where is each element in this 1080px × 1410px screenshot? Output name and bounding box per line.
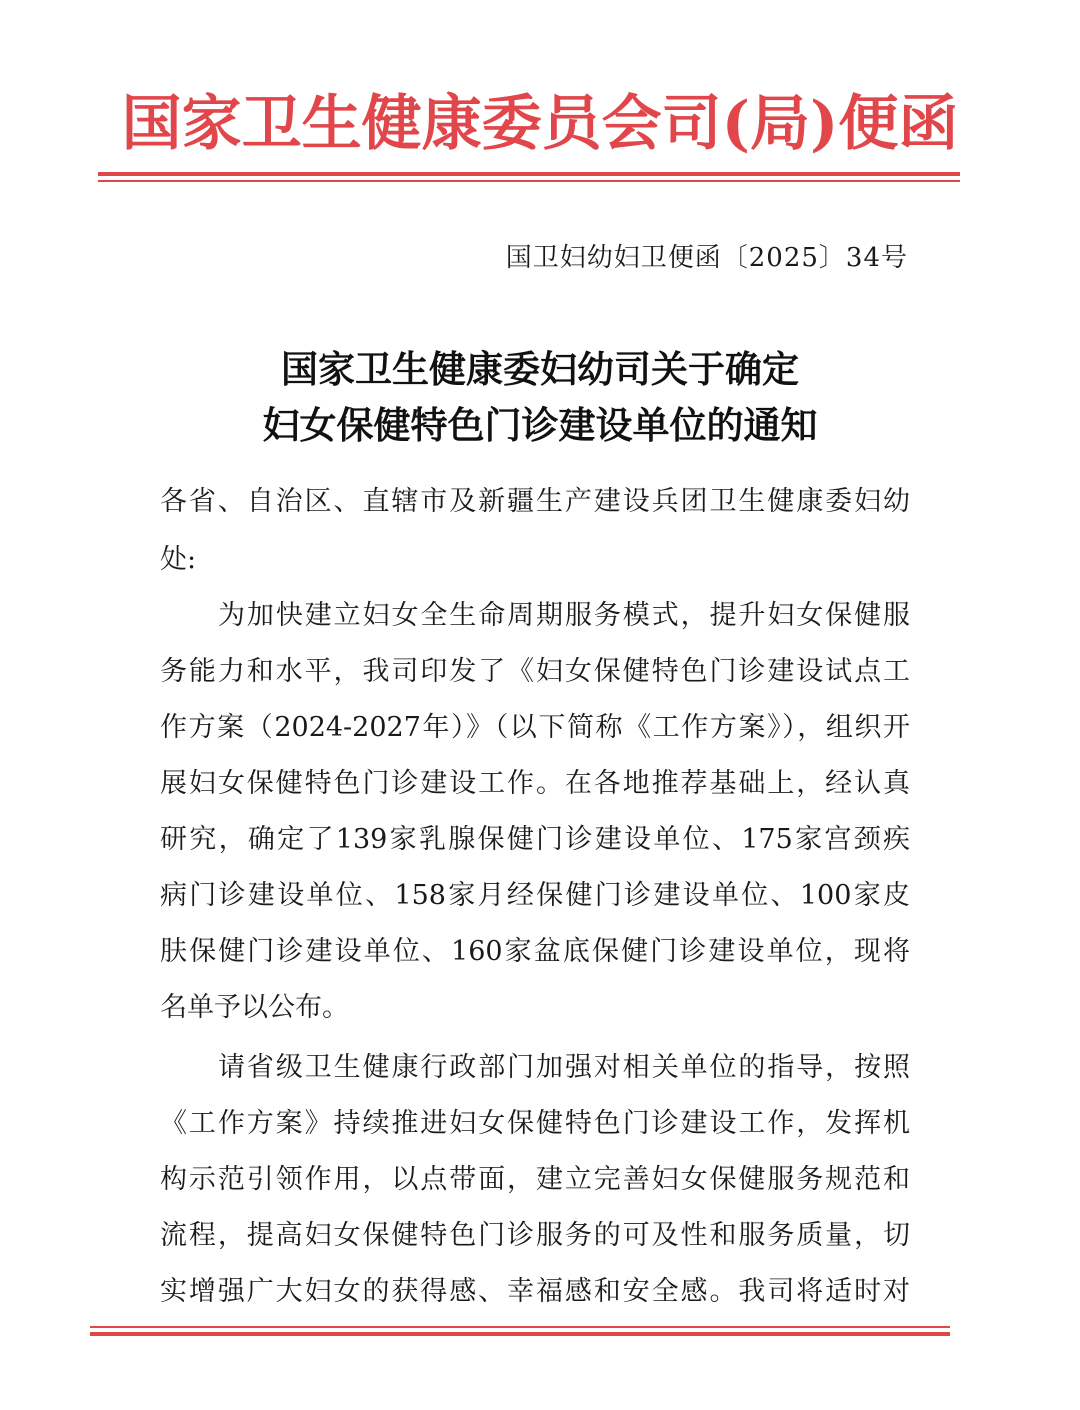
paragraph2-line: 流程，提高妇女保健特色门诊服务的可及性和服务质量，切 [160,1220,910,1251]
paragraph2-line: 构示范引领作用，以点带面，建立完善妇女保健服务规范和 [160,1164,910,1195]
paragraph2-line: 实增强广大妇女的获得感、幸福感和安全感。我司将适时对 [160,1276,910,1307]
document-number: 国卫妇幼妇卫便函〔2025〕34号 [505,243,908,273]
paragraph1-line: 病门诊建设单位、158家月经保健门诊建设单位、100家皮 [160,880,910,911]
addressee-line-1: 各省、自治区、直辖市及新疆生产建设兵团卫生健康委妇幼 [160,486,910,517]
footer-rule-thin [90,1326,950,1328]
paragraph1-line: 名单予以公布。 [160,992,349,1023]
paragraph1-line: 作方案（2024-2027年）》（以下简称《工作方案》），组织开 [160,712,910,743]
paragraph1-line: 展妇女保健特色门诊建设工作。在各地推荐基础上，经认真 [160,768,910,799]
footer-rule-thick [90,1332,950,1336]
addressee-line-2: 处: [160,544,197,575]
paragraph1-line: 研究，确定了139家乳腺保健门诊建设单位、175家宫颈疾 [160,824,910,855]
letterhead-rule-thin [98,180,960,182]
notice-title-line-2: 妇女保健特色门诊建设单位的通知 [262,404,818,447]
letterhead-rule-thick [98,172,960,176]
paragraph2-line: 请省级卫生健康行政部门加强对相关单位的指导，按照 [218,1052,910,1083]
paragraph2-line: 《工作方案》持续推进妇女保健特色门诊建设工作，发挥机 [160,1108,910,1139]
paragraph1-line: 为加快建立妇女全生命周期服务模式，提升妇女保健服 [218,600,910,631]
letterhead-title: 国家卫生健康委员会司(局)便函 [121,89,959,159]
notice-title-line-1: 国家卫生健康委妇幼司关于确定 [281,348,799,391]
paragraph1-line: 务能力和水平，我司印发了《妇女保健特色门诊建设试点工 [160,656,910,687]
paragraph1-line: 肤保健门诊建设单位、160家盆底保健门诊建设单位，现将 [160,936,910,967]
